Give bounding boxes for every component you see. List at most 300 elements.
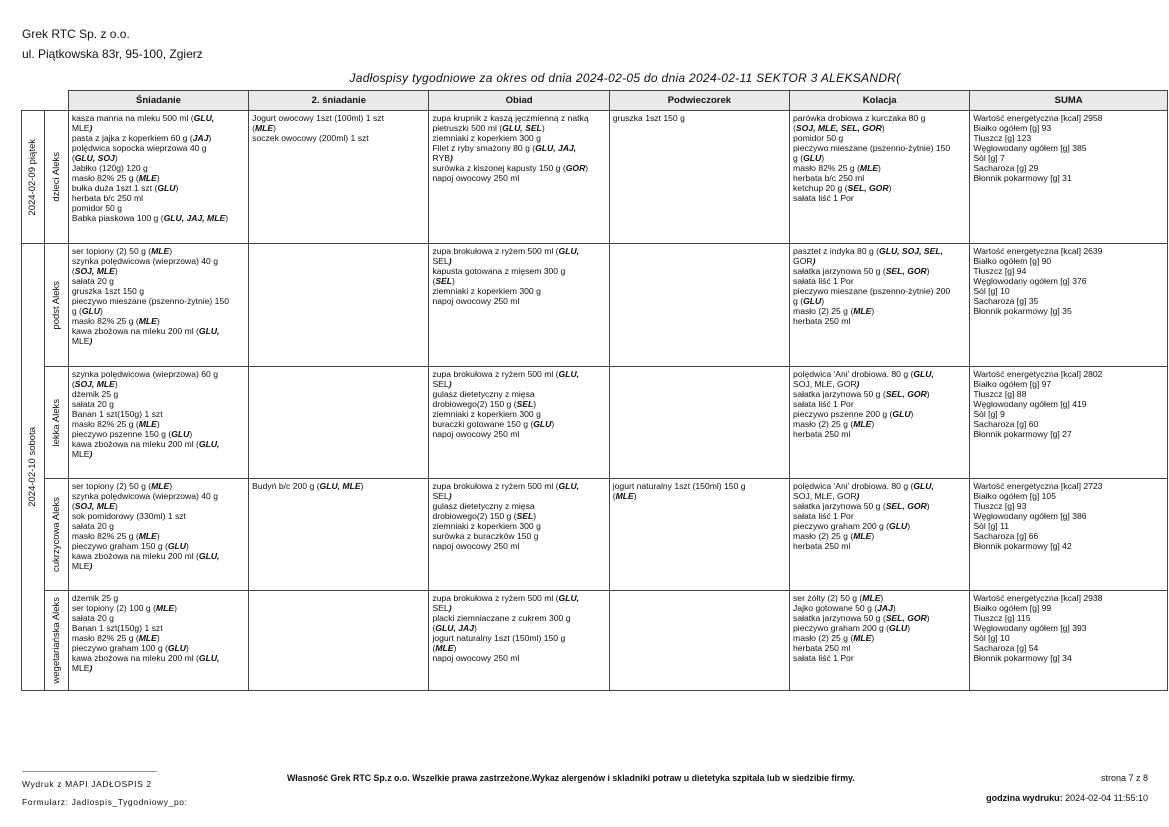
menu-line: zupa brokułowa z ryżem 500 ml (GLU, xyxy=(432,369,580,379)
allergen-codes: GLU, SOJ, SEL, xyxy=(879,246,944,256)
allergen-codes: MLE xyxy=(853,306,872,316)
menu-line: g (GLU) xyxy=(793,153,825,163)
meal-cell-sniadanie xyxy=(68,111,248,244)
menu-line: drobiowego(2) 150 g (SEL) xyxy=(432,511,537,521)
table-header-row xyxy=(22,91,1168,111)
menu-line: szynka polędwicowa (wieprzowa) 40 g xyxy=(71,491,219,501)
print-timestamp xyxy=(986,793,1148,803)
menu-line: Tłuszcz [g] 88 xyxy=(973,389,1027,399)
menu-line: Sacharoza [g] 66 xyxy=(973,531,1039,541)
diet-cell xyxy=(45,244,68,367)
menu-line: Tłuszcz [g] 93 xyxy=(973,501,1027,511)
allergen-codes: MLE xyxy=(435,643,454,653)
menu-line: kawa zbożowa na mleku 200 ml (GLU, xyxy=(71,653,220,663)
menu-line: ser żółty (2) 50 g (MLE) xyxy=(793,593,884,603)
menu-line: zupa brokułowa z ryżem 500 ml (GLU, xyxy=(432,481,580,491)
menu-line: Sacharoza [g] 54 xyxy=(973,643,1039,653)
menu-line: ser topiony (2) 100 g (MLE) xyxy=(71,603,177,613)
menu-line: jogurt naturalny 1szt (150ml) 150 g xyxy=(612,481,746,491)
date-label: 2024-02-10 sobota xyxy=(27,427,39,507)
menu-line: Węglowodany ogółem [g] 419 xyxy=(973,399,1087,409)
menu-line: SEL) xyxy=(432,256,452,266)
menu-line: napoj owocowy 250 ml xyxy=(432,541,520,551)
menu-line: Węglowodany ogółem [g] 386 xyxy=(973,511,1087,521)
allergen-codes: MLE xyxy=(151,481,170,491)
company-name: Grek RTC Sp. z o.o. xyxy=(22,27,130,41)
menu-line: pieczywo pszenne 200 g (GLU) xyxy=(793,409,914,419)
menu-line: masło 82% 25 g (MLE) xyxy=(71,316,160,326)
menu-line: g (GLU) xyxy=(71,306,103,316)
menu-line: surówka z kiszonej kapusty 150 g (GOR) xyxy=(432,163,589,173)
menu-line: masło (2) 25 g (MLE) xyxy=(793,633,875,643)
meal-cell-podwieczorek xyxy=(609,111,789,244)
menu-line: sałatka jarzynowa 50 g (SEL, GOR) xyxy=(793,266,930,276)
table-row xyxy=(22,367,1168,479)
menu-line: ziemniaki z koperkiem 300 g xyxy=(432,409,541,419)
diet-label: podst Aleks xyxy=(50,280,62,330)
menu-line: ziemniaki z koperkiem 300 g xyxy=(432,133,541,143)
menu-line: MLE) xyxy=(71,449,93,459)
allergen-codes: GLU xyxy=(167,541,186,551)
company-address: ul. Piątkowska 83r, 95-100, Zgierz xyxy=(22,47,203,61)
menu-line: kawa zbożowa na mleku 200 ml (GLU, xyxy=(71,326,220,336)
print-label: godzina wydruku: xyxy=(986,793,1063,803)
menu-line: herbata 250 ml xyxy=(793,541,851,551)
meal-cell-2-sniadanie xyxy=(249,111,429,244)
menu-line: pieczywo graham 200 g (GLU) xyxy=(793,521,911,531)
menu-line: gulasz dietetyczny z mięsa xyxy=(432,389,535,399)
allergen-codes: GLU xyxy=(803,153,822,163)
menu-line: polędwica sopocka wieprzowa 40 g xyxy=(71,143,207,153)
allergen-codes: MLE xyxy=(853,531,872,541)
column-header-podwieczorek: Podwieczorek xyxy=(609,91,789,111)
allergen-codes: GLU, MLE xyxy=(319,481,361,491)
allergen-codes: MLE xyxy=(138,173,157,183)
menu-line: Budyń b/c 200 g (GLU, MLE) xyxy=(252,481,364,491)
page-number: strona 7 z 8 xyxy=(1100,773,1148,783)
menu-line: napoj owocowy 250 ml xyxy=(432,653,520,663)
menu-line: (SOJ, MLE) xyxy=(71,501,118,511)
allergen-codes: MLE xyxy=(615,491,634,501)
menu-line: parówka drobiowa z kurczaka 80 g xyxy=(793,113,926,123)
menu-line: sałata liść 1 Por xyxy=(793,399,854,409)
menu-line: g (GLU) xyxy=(793,296,825,306)
menu-line: sałata liść 1 Por xyxy=(793,511,854,521)
allergen-codes: GLU, xyxy=(558,369,580,379)
menu-line: sałatka jarzynowa 50 g (SEL, GOR) xyxy=(793,613,930,623)
menu-line: pieczywo graham 100 g (GLU) xyxy=(71,643,189,653)
menu-line: SEL) xyxy=(432,491,452,501)
menu-line: herbata 250 ml xyxy=(793,316,851,326)
column-header-sniadanie: Śniadanie xyxy=(68,91,248,111)
meal-cell-podwieczorek xyxy=(609,367,789,479)
menu-line: (GLU, JAJ) xyxy=(432,623,477,633)
menu-line: sałata 20 g xyxy=(71,276,114,286)
menu-line: Filet z ryby smażony 80 g (GLU, JAJ, xyxy=(432,143,577,153)
company-info xyxy=(22,24,203,64)
menu-line: pomidor 50 g xyxy=(793,133,844,143)
allergen-codes: ) xyxy=(449,153,453,163)
column-header-kolacja: Kolacja xyxy=(790,91,970,111)
menu-line: MLE) xyxy=(71,123,93,133)
menu-line: Babka piaskowa 100 g (GLU, JAJ, MLE) xyxy=(71,213,229,223)
allergen-codes: MLE xyxy=(151,246,170,256)
allergen-codes: MLE xyxy=(859,163,879,173)
meal-cell-kolacja xyxy=(790,244,970,367)
allergen-codes: GLU, JAJ, xyxy=(535,143,577,153)
menu-line: Białko ogółem [g] 93 xyxy=(973,123,1052,133)
allergen-codes: SEL, GOR xyxy=(885,266,927,276)
menu-line: GOR) xyxy=(793,256,816,266)
menu-line: SEL) xyxy=(432,603,452,613)
meal-cell-podwieczorek xyxy=(609,244,789,367)
menu-line: Wartość energetyczna [kcal] 2958 xyxy=(973,113,1103,123)
allergen-codes: ) xyxy=(448,256,452,266)
meal-cell-podwieczorek xyxy=(609,591,789,691)
meal-cell-kolacja xyxy=(790,479,970,591)
allergen-codes: MLE xyxy=(862,593,881,603)
menu-line: placki ziemniaczane z cukrem 300 g xyxy=(432,613,571,623)
menu-line: pieczywo graham 200 g (GLU) xyxy=(793,623,911,633)
allergen-codes: GLU xyxy=(171,429,190,439)
menu-line: Węglowodany ogółem [g] 385 xyxy=(973,143,1087,153)
allergen-codes: SEL, GOR xyxy=(847,183,889,193)
allergen-codes: GLU, JAJ xyxy=(435,623,474,633)
meal-cell-2-sniadanie xyxy=(249,591,429,691)
menu-line: kasza manna na mleku 500 ml (GLU, xyxy=(71,113,215,123)
allergen-codes: JAJ xyxy=(192,133,209,143)
menu-line: ser topiony (2) 50 g (MLE) xyxy=(71,246,173,256)
table-row xyxy=(22,244,1168,367)
footer-form: Formularz: Jadlospis_Tygodniowy_po: xyxy=(22,797,188,807)
menu-line: Wartość energetyczna [kcal] 2723 xyxy=(973,481,1103,491)
table-row xyxy=(22,111,1168,244)
menu-line: ketchup 20 g (SEL, GOR) xyxy=(793,183,892,193)
allergen-codes: GLU, xyxy=(558,246,580,256)
allergen-codes: ) xyxy=(89,449,93,459)
menu-line: pasta z jajka z koperkiem 60 g (JAJ) xyxy=(71,133,212,143)
menu-line: pieczywo mieszane (pszenno-żytnie) 200 xyxy=(793,286,951,296)
allergen-codes: SOJ, MLE xyxy=(74,379,115,389)
allergen-codes: MLE xyxy=(138,531,157,541)
meal-cell-sniadanie xyxy=(68,591,248,691)
allergen-codes: ) xyxy=(89,336,93,346)
menu-line: Jajko gotowane 50 g (JAJ) xyxy=(793,603,896,613)
menu-line: Białko ogółem [g] 99 xyxy=(973,603,1052,613)
menu-line: sok pomidorowy (330ml) 1 szt xyxy=(71,511,186,521)
menu-line: drobiowego(2) 150 g (SEL) xyxy=(432,399,537,409)
menu-line: Sacharoza [g] 35 xyxy=(973,296,1039,306)
table-row xyxy=(22,479,1168,591)
menu-line: (GLU, SOJ) xyxy=(71,153,118,163)
menu-line: Sól [g] 11 xyxy=(973,521,1009,531)
menu-line: masło (2) 25 g (MLE) xyxy=(793,306,875,316)
diet-label: lekka Aleks xyxy=(50,398,62,447)
allergen-codes: ) xyxy=(448,491,452,501)
menu-line: pietruszki 500 ml (GLU, SEL) xyxy=(432,123,545,133)
allergen-codes: SEL, GOR xyxy=(885,501,927,511)
meal-cell-kolacja xyxy=(790,591,970,691)
column-header-obiad: Obiad xyxy=(429,91,609,111)
menu-line: kawa zbożowa na mleku 200 ml (GLU, xyxy=(71,551,220,561)
menu-line: kawa zbożowa na mleku 200 ml (GLU, xyxy=(71,439,220,449)
header-blank-diet xyxy=(45,91,68,111)
allergen-codes: ) xyxy=(448,603,452,613)
menu-line: ziemniaki z koperkiem 300 g xyxy=(432,521,541,531)
menu-line: masło 82% 25 g (MLE) xyxy=(793,163,881,173)
allergen-codes: ) xyxy=(812,256,816,266)
meal-cell-2-sniadanie xyxy=(249,479,429,591)
allergen-codes: MLE xyxy=(853,419,872,429)
menu-line: kapusta gotowana z mięsem 300 g xyxy=(432,266,566,276)
allergen-codes: MLE xyxy=(138,316,157,326)
menu-line: (MLE) xyxy=(432,643,457,653)
allergen-codes: SOJ, MLE xyxy=(74,266,115,276)
menu-line: jogurt naturalny 1szt (150ml) 150 g xyxy=(432,633,566,643)
menu-line: bułka duża 1szt 1 szt (GLU) xyxy=(71,183,179,193)
menu-line: Błonnik pokarmowy [g] 42 xyxy=(973,541,1072,551)
summary-cell xyxy=(970,591,1168,691)
menu-line: sałatka jarzynowa 50 g (SEL, GOR) xyxy=(793,501,930,511)
meal-cell-obiad xyxy=(429,591,609,691)
menu-line: sałata 20 g xyxy=(71,613,114,623)
menu-line: SEL) xyxy=(432,379,452,389)
header-blank-date xyxy=(22,91,45,111)
meal-cell-sniadanie xyxy=(68,367,248,479)
allergen-codes: SEL, GOR xyxy=(885,389,927,399)
menu-line: (SOJ, MLE, SEL, GOR) xyxy=(793,123,885,133)
allergen-codes: GLU xyxy=(892,409,911,419)
meal-cell-sniadanie xyxy=(68,479,248,591)
allergen-codes: ) xyxy=(856,491,860,501)
allergen-codes: MLE xyxy=(138,633,157,643)
summary-cell xyxy=(970,244,1168,367)
allergen-codes: SEL, GOR xyxy=(885,613,927,623)
allergen-codes: ) xyxy=(89,561,93,571)
footer-rule xyxy=(22,771,157,772)
menu-line: masło 82% 25 g (MLE) xyxy=(71,173,160,183)
allergen-codes: GLU xyxy=(889,623,908,633)
allergen-codes: JAJ xyxy=(877,603,893,613)
column-header-suma: SUMA xyxy=(970,91,1168,111)
diet-cell xyxy=(45,591,68,691)
footer-ownership: Własność Grek RTC Sp.z o.o. Wszelkie prawa zastrzeżone.Wykaz alergenów i skladniki potraw u dietetyka szpitala lub w siedzibie firmy. xyxy=(287,773,855,783)
menu-line: Wartość energetyczna [kcal] 2938 xyxy=(973,593,1103,603)
menu-line: Sól [g] 10 xyxy=(973,633,1010,643)
allergen-codes: GLU, xyxy=(913,481,934,491)
allergen-codes: GLU, xyxy=(558,593,580,603)
menu-line: sałata liść 1 Por xyxy=(793,276,854,286)
menu-line: RYB) xyxy=(432,153,453,163)
menu-line: MLE) xyxy=(71,663,93,673)
menu-line: MLE) xyxy=(71,561,93,571)
menu-line: masło 82% 25 g (MLE) xyxy=(71,531,160,541)
allergen-codes: GLU xyxy=(167,643,186,653)
menu-line: ser topiony (2) 50 g (MLE) xyxy=(71,481,173,491)
menu-line: herbata 250 ml xyxy=(793,429,851,439)
menu-line: (SOJ, MLE) xyxy=(71,379,118,389)
menu-line: Węglowodany ogółem [g] 393 xyxy=(973,623,1087,633)
menu-line: pieczywo graham 150 g (GLU) xyxy=(71,541,189,551)
allergen-codes: GLU, xyxy=(913,369,934,379)
menu-line: ziemniaki z koperkiem 300 g xyxy=(432,286,541,296)
diet-label: wegetariańska Aleks xyxy=(50,597,62,684)
allergen-codes: ) xyxy=(89,663,93,673)
menu-line: pieczywo pszenne 150 g (GLU) xyxy=(71,429,193,439)
meal-cell-sniadanie xyxy=(68,244,248,367)
menu-line: herbata 250 ml xyxy=(793,643,851,653)
menu-line: gulasz dietetyczny z mięsa xyxy=(432,501,535,511)
allergen-codes: GLU, SEL xyxy=(502,123,542,133)
allergen-codes: GLU, JAJ, MLE xyxy=(163,213,226,223)
allergen-codes: GLU, xyxy=(193,113,215,123)
menu-line: Błonnik pokarmowy [g] 34 xyxy=(973,653,1072,663)
summary-cell xyxy=(970,479,1168,591)
menu-line: gruszka 1szt 150 g xyxy=(612,113,685,123)
allergen-codes: SEL xyxy=(435,276,453,286)
menu-line: sałata 20 g xyxy=(71,521,114,531)
allergen-codes: SEL xyxy=(516,399,534,409)
menu-line: pieczywo mieszane (pszenno-żytnie) 150 xyxy=(71,296,229,306)
allergen-codes: GLU, xyxy=(198,439,220,449)
menu-line: masło 82% 25 g (MLE) xyxy=(71,419,160,429)
menu-line: Białko ogółem [g] 90 xyxy=(973,256,1052,266)
menu-line: sałata liść 1 Por xyxy=(793,193,854,203)
menu-line: zupa krupnik z kaszą jęczmienną z natką xyxy=(432,113,589,123)
allergen-codes: MLE xyxy=(138,419,157,429)
menu-line: masło (2) 25 g (MLE) xyxy=(793,419,875,429)
allergen-codes: MLE xyxy=(155,603,175,613)
meal-cell-obiad xyxy=(429,244,609,367)
menu-line: pieczywo mieszane (pszenno-żytnie) 150 xyxy=(793,143,951,153)
menu-line: Sól [g] 7 xyxy=(973,153,1005,163)
allergen-codes: GLU xyxy=(889,521,908,531)
allergen-codes: GLU xyxy=(81,306,101,316)
menu-line: Banan 1 szt(150g) 1 szt xyxy=(71,623,163,633)
menu-line: Sacharoza [g] 60 xyxy=(973,419,1039,429)
menu-line: (MLE) xyxy=(252,123,277,133)
menu-line: Błonnik pokarmowy [g] 35 xyxy=(973,306,1072,316)
menu-line: Błonnik pokarmowy [g] 31 xyxy=(973,173,1072,183)
menu-line: Tłuszcz [g] 115 xyxy=(973,613,1031,623)
menu-line: Sól [g] 9 xyxy=(973,409,1005,419)
table-row xyxy=(22,591,1168,691)
allergen-codes: GLU xyxy=(803,296,822,306)
allergen-codes: GLU, xyxy=(198,551,220,561)
allergen-codes: SOJ, MLE, SEL, GOR xyxy=(795,123,882,133)
menu-line: zupa brokułowa z ryżem 500 ml (GLU, xyxy=(432,593,580,603)
meal-cell-2-sniadanie xyxy=(249,367,429,479)
menu-line: surówka z buraczków 150 g xyxy=(432,531,539,541)
allergen-codes: MLE xyxy=(853,633,872,643)
menu-line: Błonnik pokarmowy [g] 27 xyxy=(973,429,1072,439)
column-header-2-sniadanie: 2. śniadanie xyxy=(249,91,429,111)
meal-cell-obiad xyxy=(429,367,609,479)
meal-cell-kolacja xyxy=(790,367,970,479)
menu-line: polędwica 'Ani' drobiowa. 80 g (GLU, xyxy=(793,481,934,491)
document-title: Jadłospisy tygodniowe za okres od dnia 2024-02-05 do dnia 2024-02-11 SEKTOR 3 ALEKSANDR( xyxy=(349,71,901,85)
menu-table xyxy=(21,90,1168,691)
menu-line: sałatka jarzynowa 50 g (SEL, GOR) xyxy=(793,389,930,399)
allergen-codes: GLU, xyxy=(558,481,580,491)
menu-line: dżemik 25 g xyxy=(71,593,119,603)
menu-line: zupa brokułowa z ryżem 500 ml (GLU, xyxy=(432,246,580,256)
menu-line: sałata 20 g xyxy=(71,399,114,409)
menu-line: (SOJ, MLE) xyxy=(71,266,118,276)
menu-line: Wartość energetyczna [kcal] 2639 xyxy=(973,246,1103,256)
diet-cell xyxy=(45,367,68,479)
allergen-codes: ) xyxy=(448,379,452,389)
menu-line: napoj owocowy 250 ml xyxy=(432,429,520,439)
menu-line: Sól [g] 10 xyxy=(973,286,1010,296)
meal-cell-obiad xyxy=(429,479,609,591)
menu-line: masło (2) 25 g (MLE) xyxy=(793,531,875,541)
menu-line: napoj owocowy 250 ml xyxy=(432,296,520,306)
allergen-codes: SEL xyxy=(516,511,534,521)
meal-cell-kolacja xyxy=(790,111,970,244)
menu-line: polędwica 'Ani' drobiowa. 80 g (GLU, xyxy=(793,369,934,379)
footer-program: Wydruk z MAPI JADŁOSPIS 2 xyxy=(22,779,152,789)
diet-label: dzieci Aleks xyxy=(50,152,62,202)
diet-cell xyxy=(45,479,68,591)
menu-line: pasztet z indyka 80 g (GLU, SOJ, SEL, xyxy=(793,246,944,256)
menu-line: Białko ogółem [g] 105 xyxy=(973,491,1056,501)
menu-line: Wartość energetyczna [kcal] 2802 xyxy=(973,369,1103,379)
menu-line: (SEL) xyxy=(432,276,455,286)
diet-cell xyxy=(45,111,68,244)
menu-line: (MLE) xyxy=(612,491,637,501)
menu-line: herbata b/c 250 ml xyxy=(793,173,865,183)
meal-cell-podwieczorek xyxy=(609,479,789,591)
allergen-codes: GOR xyxy=(565,163,586,173)
summary-cell xyxy=(970,367,1168,479)
summary-cell xyxy=(970,111,1168,244)
menu-line: Jabłko (120g) 120 g xyxy=(71,163,148,173)
menu-line: Tłuszcz [g] 123 xyxy=(973,133,1032,143)
menu-line: buraczki gotowane 150 g (GLU) xyxy=(432,419,555,429)
allergen-codes: SOJ, MLE xyxy=(74,501,115,511)
menu-line: szynka polędwicowa (wieprzowa) 40 g xyxy=(71,256,219,266)
menu-line: dżemik 25 g xyxy=(71,389,119,399)
allergen-codes: GLU, xyxy=(198,326,220,336)
print-time: 2024-02-04 11:55:10 xyxy=(1065,793,1148,803)
allergen-codes: ) xyxy=(89,123,93,133)
allergen-codes: GLU xyxy=(533,419,552,429)
menu-line: SOJ, MLE, GOR) xyxy=(793,491,860,501)
menu-line: sałata liść 1 Por xyxy=(793,653,854,663)
menu-line: MLE) xyxy=(71,336,93,346)
date-label: 2024-02-09 piątek xyxy=(27,138,39,216)
menu-line: gruszka 1szt 150 g xyxy=(71,286,144,296)
menu-line: pomidor 50 g xyxy=(71,203,123,213)
allergen-codes: GLU xyxy=(157,183,176,193)
menu-line: Banan 1 szt(150g) 1 szt xyxy=(71,409,163,419)
allergen-codes: MLE xyxy=(255,123,274,133)
menu-line: masło 82% 25 g (MLE) xyxy=(71,633,160,643)
menu-line: Jogurt owocowy 1szt (100ml) 1 szt xyxy=(252,113,384,123)
meal-cell-obiad xyxy=(429,111,609,244)
date-cell xyxy=(22,111,45,244)
menu-line: napoj owocowy 250 ml xyxy=(432,173,520,183)
allergen-codes: GLU, xyxy=(198,653,220,663)
menu-line: SOJ, MLE, GOR) xyxy=(793,379,860,389)
date-cell xyxy=(22,244,45,691)
footer-program-info xyxy=(22,771,188,811)
menu-line: Sacharoza [g] 29 xyxy=(973,163,1039,173)
meal-cell-2-sniadanie xyxy=(249,244,429,367)
menu-line: herbata b/c 250 ml xyxy=(71,193,144,203)
diet-label: cukrzycowa Aleks xyxy=(50,497,62,572)
